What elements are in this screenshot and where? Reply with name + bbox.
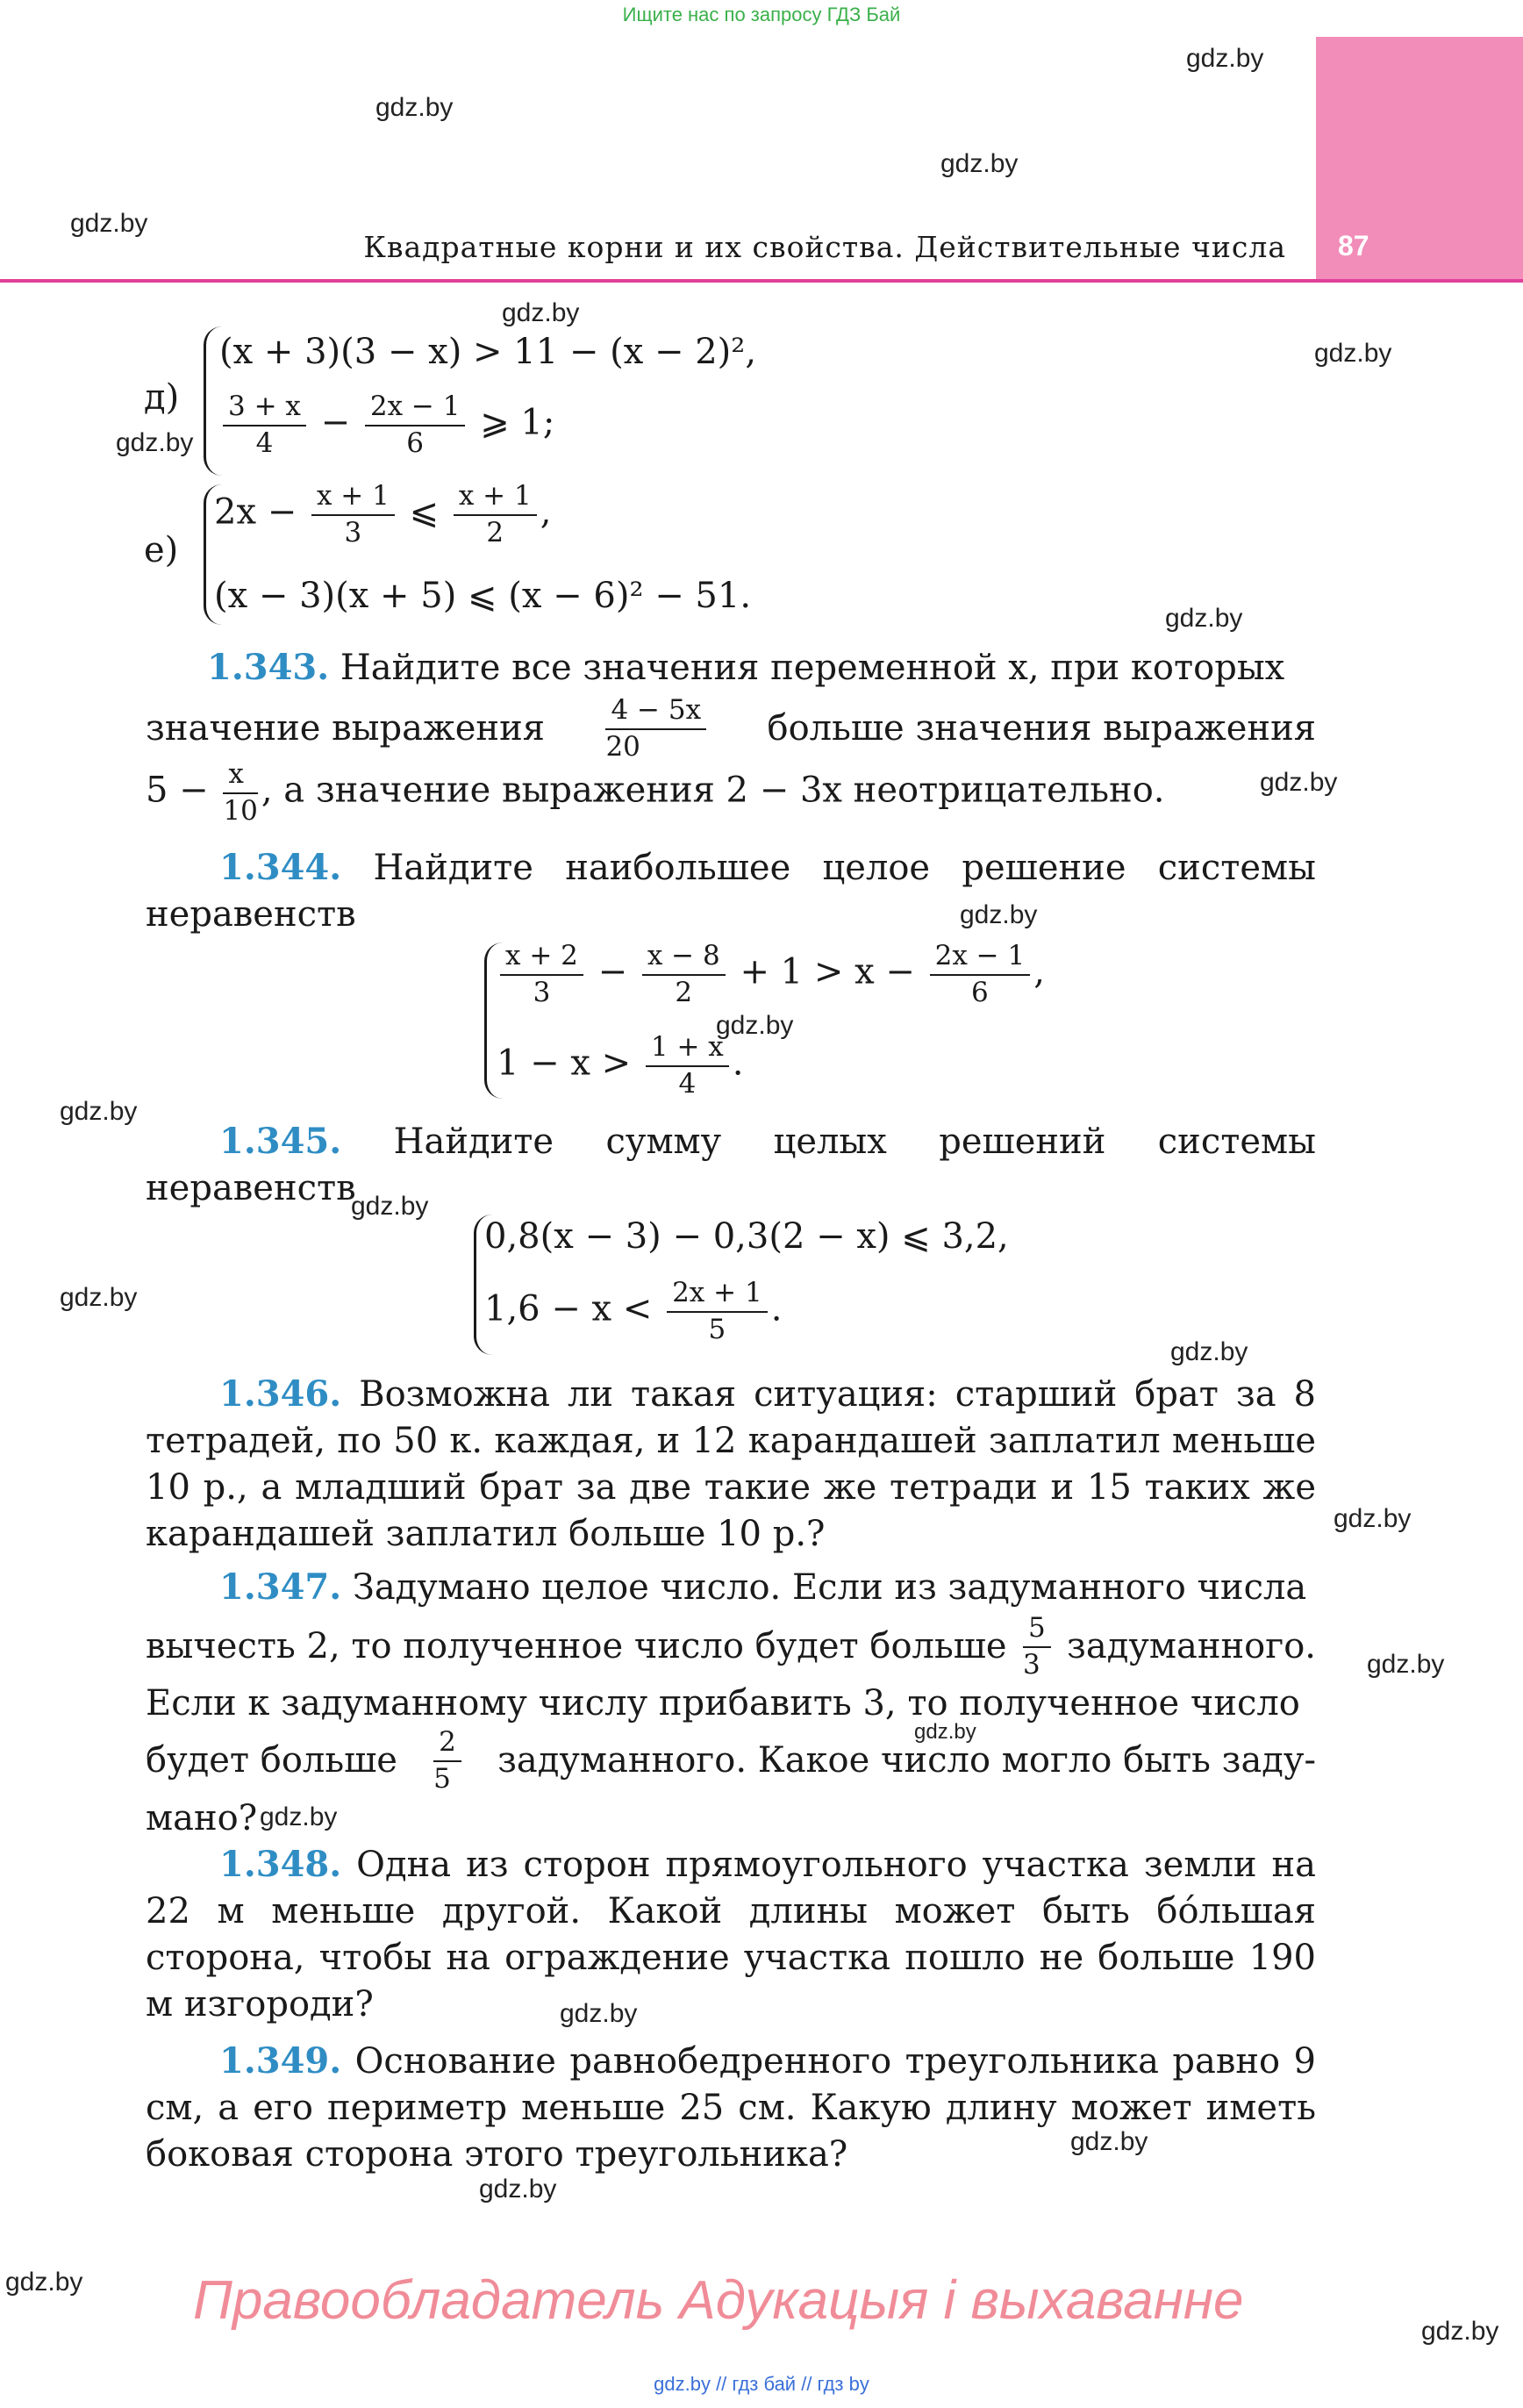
problem-number: 1.347.	[219, 1566, 342, 1608]
watermark: gdz.by	[60, 1097, 138, 1126]
copyright-notice: Правообладатель Адукацыя і выхаванне	[193, 2270, 1244, 2331]
watermark: gdz.by	[1367, 1650, 1445, 1679]
watermark: gdz.by	[1314, 339, 1392, 368]
system-d-line2: $\frac{3 + x}{4}$ − $\frac{2x - 1}{6}$ ⩾ 1;	[219, 391, 554, 459]
problem-number: 1.348.	[219, 1844, 342, 1885]
watermark: gdz.by	[1070, 2127, 1148, 2156]
fraction: $\frac{x + 1}{3}$	[311, 481, 395, 548]
fraction: $\frac{3 + x}{4}$	[223, 391, 306, 459]
watermark: gdz.by	[1186, 44, 1264, 73]
system-label-e: е)	[144, 530, 179, 570]
watermark: gdz.by	[914, 1720, 976, 1744]
system-1344-line2: 1 − x > $\frac{1 + x}{4}$ .	[497, 1031, 744, 1100]
watermark: gdz.by	[1170, 1337, 1248, 1366]
fraction: $\frac{x + 1}{2}$	[454, 481, 537, 548]
system-e-line2: (x − 3)(x + 5) ⩽ (x − 6)² − 51.	[214, 576, 752, 616]
fraction: $\frac{4 - 5x}{20}$	[605, 695, 706, 763]
watermark: gdz.by	[60, 1283, 138, 1312]
system-1345-line1: 0,8(x − 3) − 0,3(2 − x) ⩽ 3,2,	[484, 1216, 1009, 1257]
problem-number: 1.349.	[219, 2040, 342, 2082]
watermark: gdz.by	[116, 428, 194, 457]
system-label-d: д)	[144, 377, 180, 418]
footer-links[interactable]: gdz.by // гдз бай // гдз by	[654, 2373, 869, 2395]
watermark: gdz.by	[1260, 768, 1338, 797]
fraction: $\frac{2x + 1}{5}$	[667, 1278, 768, 1345]
watermark: gdz.by	[479, 2175, 557, 2204]
watermark: gdz.by	[1421, 2317, 1499, 2346]
fraction: $\frac{2}{5}$	[433, 1727, 461, 1795]
fraction: $\frac{x - 8}{2}$	[642, 941, 726, 1008]
fraction: $\frac{5}{3}$	[1023, 1613, 1051, 1681]
running-head: Квадратные корни и их свойства. Действительные числа	[363, 230, 1286, 264]
problem-1348: 1.348. Одна из сторон прямоугольного участка земли на 22 м меньше другой. Какой длины может быть бóльшая сторона, чтобы на ограждение участка пошло не больше 190 м изгороди?	[146, 1844, 1317, 2025]
system-1345-line2: 1,6 − x < $\frac{2x + 1}{5}$ .	[484, 1277, 783, 1345]
page-number: 87	[1338, 230, 1369, 262]
fraction: $\frac{x + 2}{3}$	[500, 941, 583, 1008]
fraction: $\frac{2x - 1}{6}$	[365, 391, 466, 459]
header-rule	[0, 279, 1523, 283]
watermark: gdz.by	[1334, 1504, 1412, 1533]
fraction: $\frac{x}{10}$	[223, 758, 258, 827]
problem-1347: 1.347. Задумано целое число. Если из задуманного числа вычесть 2, то полученное число будет больше $\frac{5}{3}$ задуманного. Если к задуманному числу прибавить 3, то полученное число будет больше $\frac{2}{5}$ задуманного. Какое число могло быть заду- мано?	[146, 1566, 1316, 1838]
problem-1346: 1.346. Возможна ли такая ситуация: старший брат за 8 тетрадей, по 50 к. каждая, и 12 карандашей заплатил меньше 10 р., а младший брат за две такие же тетради и 15 таких же карандашей заплатил больше 10 р.?	[146, 1373, 1316, 1554]
watermark: gdz.by	[716, 1011, 794, 1040]
problem-number: 1.345.	[219, 1121, 342, 1162]
top-banner: Ищите нас по запросу ГДЗ Бай	[622, 4, 901, 25]
watermark: gdz.by	[351, 1192, 429, 1221]
problem-number: 1.343.	[207, 647, 330, 688]
system-d-line1: (x + 3)(3 − x) > 11 − (x − 2)²,	[219, 332, 757, 372]
problem-1344: 1.344. Найдите наибольшее целое решение системы неравенств	[146, 847, 1316, 935]
watermark: gdz.by	[260, 1802, 338, 1831]
watermark: gdz.by	[70, 209, 148, 238]
watermark: gdz.by	[960, 900, 1038, 929]
watermark: gdz.by	[1165, 604, 1243, 633]
watermark: gdz.by	[940, 149, 1019, 178]
system-e-line1: 2x − $\frac{x + 1}{3}$ ⩽ $\frac{x + 1}{2}$ ,	[214, 480, 552, 548]
problem-1345: 1.345. Найдите сумму целых решений системы неравенств	[146, 1121, 1316, 1208]
watermark: gdz.by	[375, 93, 454, 122]
problem-1343: 1.343. Найдите все значения переменной x, при которых значение выражения $\frac{4 - 5x}{20}$ больше значения выражения 5 − $\frac{x}{10}$ , а значение выражения 2 − 3x неотрицательно.	[146, 647, 1316, 827]
problem-1349: 1.349. Основание равнобедренного треугольника равно 9 см, а его периметр меньше 25 см. Какую длину может иметь боковая сторона этого треугольника?	[146, 2040, 1316, 2175]
problem-number: 1.344.	[219, 847, 342, 888]
watermark: gdz.by	[502, 298, 580, 327]
system-1344-line1: $\frac{x + 2}{3}$ − $\frac{x - 8}{2}$ + 1 > x − $\frac{2x - 1}{6}$ ,	[497, 941, 1045, 1008]
watermark: gdz.by	[560, 1999, 638, 2028]
fraction: $\frac{1 + x}{4}$	[646, 1032, 729, 1100]
fraction: $\frac{2x - 1}{6}$	[930, 941, 1031, 1008]
watermark: gdz.by	[5, 2268, 83, 2297]
problem-number: 1.346.	[219, 1373, 342, 1415]
